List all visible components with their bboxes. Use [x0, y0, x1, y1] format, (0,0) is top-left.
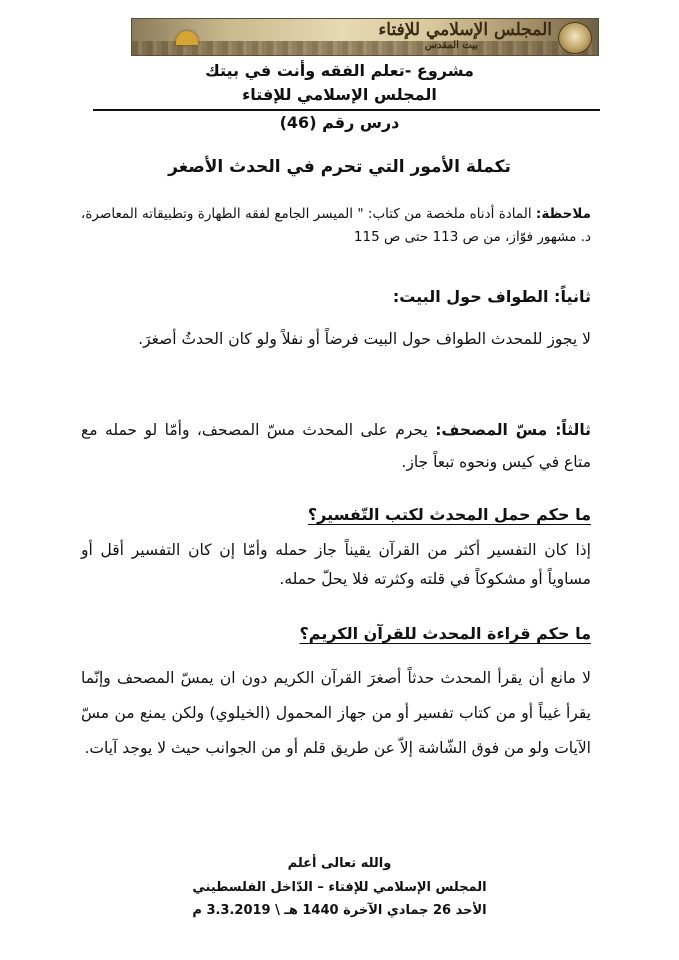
jerusalem-skyline-image: [132, 41, 598, 55]
section-body-qiraa: لا مانع أن يقرأ المحدث حدثاً أصغرَ القرآن الكريم دون ان يمسّ المصحف وإنّما يقرأ غيباً أو من كتاب تفسير أو من جهاز المحمول (الخيلوي) ولكن يمنع من مسّ الآيات ولو من فوق الشّاشة إلاّ عن طريق قلم أو من الجوانب حيث لا يوجد آيات.: [81, 669, 591, 757]
section-body-tawaf: لا يجوز للمحدث الطواف حول البيت فرضاً أو نفلاً ولو كان الحدثُ أصغرَ.: [138, 330, 591, 348]
note-text: المادة أدناه ملخصة من كتاب: " الميسر الجامع لفقه الطهارة وتطبيقاته المعاصرة، د. مشهور فوّاز، من ص 113 حتى ص 115: [81, 206, 591, 245]
section-heading-tawaf: ثانياً: الطواف حول البيت:: [392, 287, 591, 306]
footer-date: الأحد 26 جمادي الآخرة 1440 هـ \ 3.3.2019 م: [192, 903, 487, 918]
section-body-mass: يحرم على المحدث مسّ المصحف، وأمّا لو حمله مع متاع في كيس ونحوه تبعاً جاز.: [81, 421, 591, 471]
source-note: [81, 203, 591, 249]
council-title: المجلس الإسلامي للإفتاء: [242, 85, 437, 104]
closing-phrase: والله تعالى أعلم: [287, 856, 392, 871]
project-title: مشروع -تعلم الفقه وأنت في بيتك: [205, 61, 474, 80]
note-label: ملاحظة:: [535, 206, 591, 222]
lesson-number: درس رقم (46): [279, 113, 400, 132]
divider-line: [93, 109, 600, 111]
footer-council: المجلس الإسلامي للإفتاء – الدّاخل الفلسطيني: [192, 880, 487, 895]
tafsir-question: ما حكم حمل المحدث لكتب التّفسير؟: [307, 505, 591, 524]
dome-of-the-rock-icon: [176, 31, 198, 45]
lesson-title: تكملة الأمور التي تحرم في الحدث الأصغر: [168, 157, 511, 177]
council-emblem-icon: [558, 22, 592, 54]
section-heading-mass: ثالثاً: مسّ المصحف:: [435, 421, 592, 439]
banner-title: المجلس الإسلامي للإفتاء: [378, 20, 552, 40]
section-mass-mushaf: [81, 414, 591, 478]
section-heading-tafsir: [308, 505, 591, 524]
header-banner: [131, 18, 599, 56]
qiraa-question: ما حكم قراءة المحدث للقرآن الكريم؟: [299, 624, 591, 643]
section-heading-qiraa: [300, 624, 592, 643]
banner-subtitle: بيت المقدس: [424, 40, 478, 51]
section-body-tafsir: إذا كان التفسير أكثر من القرآن يقيناً جاز حمله وأمّا إن كان التفسير أقل أو مساوياً أو مشكوكاً في قلته وكثرته فلا يحلّ حمله.: [81, 541, 591, 588]
